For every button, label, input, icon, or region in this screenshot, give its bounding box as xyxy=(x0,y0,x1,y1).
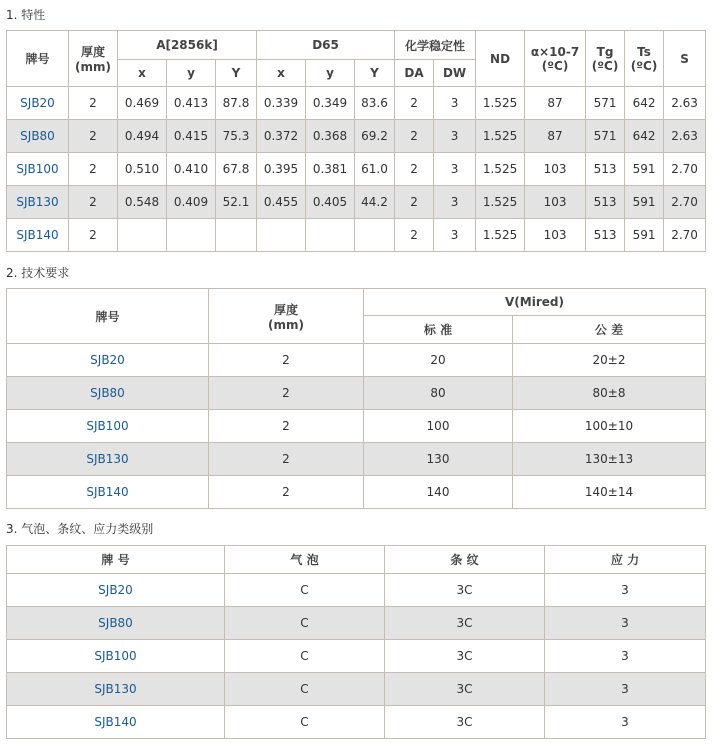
cell-nd: 1.525 xyxy=(476,87,525,120)
cell-striae: 3C xyxy=(385,640,545,673)
header-tolerance: 公 差 xyxy=(513,316,706,344)
cell-standard: 130 xyxy=(364,443,513,476)
cell-d65-Y: 44.2 xyxy=(355,186,395,219)
subheader-a-y: y xyxy=(167,60,216,87)
cell-a-y: 0.409 xyxy=(167,186,216,219)
cell-grade: SJB20 xyxy=(7,344,209,377)
cell-thickness: 2 xyxy=(69,186,118,219)
cell-dw: 3 xyxy=(434,219,476,252)
cell-nd: 1.525 xyxy=(476,219,525,252)
table-row xyxy=(7,640,706,673)
cell-striae: 3C xyxy=(385,706,545,739)
cell-d65-x: 0.372 xyxy=(257,120,306,153)
cell-grade: SJB140 xyxy=(7,476,209,509)
defect-classes-table-body xyxy=(7,574,706,739)
cell-s: 2.63 xyxy=(664,87,706,120)
cell-a-Y: 87.8 xyxy=(216,87,257,120)
subheader-a-Y: Y xyxy=(216,60,257,87)
cell-a-x: 0.469 xyxy=(118,87,167,120)
cell-d65-Y: 69.2 xyxy=(355,120,395,153)
cell-a-x: 0.510 xyxy=(118,153,167,186)
section-title-properties: 1. 特性 xyxy=(6,8,46,22)
cell-grade: SJB20 xyxy=(7,87,69,120)
table-row xyxy=(7,344,706,377)
cell-striae: 3C xyxy=(385,673,545,706)
cell-grade: SJB140 xyxy=(7,219,69,252)
cell-tg: 513 xyxy=(586,219,625,252)
cell-grade: SJB130 xyxy=(7,443,209,476)
subheader-dw: DW xyxy=(434,60,476,87)
cell-tg: 571 xyxy=(586,120,625,153)
cell-d65-Y: 83.6 xyxy=(355,87,395,120)
subheader-d65-x: x xyxy=(257,60,306,87)
cell-standard: 100 xyxy=(364,410,513,443)
technical-requirements-table-body xyxy=(7,344,706,509)
cell-da: 2 xyxy=(395,153,434,186)
cell-thickness: 2 xyxy=(209,344,364,377)
cell-ts: 591 xyxy=(625,153,664,186)
cell-stress: 3 xyxy=(545,673,706,706)
cell-d65-y: 0.368 xyxy=(306,120,355,153)
table-row xyxy=(7,219,706,252)
table-row xyxy=(7,120,706,153)
header-alpha: α×10-7 (ºC) xyxy=(525,31,586,87)
table-row xyxy=(7,87,706,120)
cell-thickness: 2 xyxy=(209,377,364,410)
cell-alpha: 87 xyxy=(525,120,586,153)
cell-thickness: 2 xyxy=(69,153,118,186)
cell-s: 2.70 xyxy=(664,219,706,252)
cell-a-y xyxy=(167,219,216,252)
cell-alpha: 103 xyxy=(525,153,586,186)
cell-grade: SJB130 xyxy=(7,186,69,219)
cell-d65-y: 0.349 xyxy=(306,87,355,120)
cell-nd: 1.525 xyxy=(476,153,525,186)
header-stress: 应 力 xyxy=(545,546,706,574)
cell-striae: 3C xyxy=(385,607,545,640)
cell-stress: 3 xyxy=(545,574,706,607)
cell-grade: SJB140 xyxy=(7,706,225,739)
table-row xyxy=(7,607,706,640)
cell-d65-x: 0.339 xyxy=(257,87,306,120)
cell-grade: SJB20 xyxy=(7,574,225,607)
cell-a-Y: 52.1 xyxy=(216,186,257,219)
table-row xyxy=(7,153,706,186)
header-chemical-stability: 化学稳定性 xyxy=(395,31,476,60)
defect-classes-table xyxy=(6,545,706,739)
header-tg: Tg (ºC) xyxy=(586,31,625,87)
subheader-da: DA xyxy=(395,60,434,87)
cell-tolerance: 20±2 xyxy=(513,344,706,377)
cell-a-x xyxy=(118,219,167,252)
header-nd: ND xyxy=(476,31,525,87)
header-v-mired: V(Mired) xyxy=(364,289,706,316)
cell-nd: 1.525 xyxy=(476,186,525,219)
header-d65: D65 xyxy=(257,31,395,60)
cell-bubbles: C xyxy=(225,673,385,706)
cell-dw: 3 xyxy=(434,186,476,219)
cell-d65-y: 0.405 xyxy=(306,186,355,219)
cell-d65-Y xyxy=(355,219,395,252)
cell-thickness: 2 xyxy=(209,410,364,443)
table-row xyxy=(7,476,706,509)
cell-stress: 3 xyxy=(545,640,706,673)
header-thickness: 厚度 (mm) xyxy=(69,31,118,87)
cell-alpha: 103 xyxy=(525,186,586,219)
subheader-a-x: x xyxy=(118,60,167,87)
cell-a-y: 0.415 xyxy=(167,120,216,153)
header-thickness: 厚度 (mm) xyxy=(209,289,364,344)
cell-tolerance: 130±13 xyxy=(513,443,706,476)
cell-d65-y: 0.381 xyxy=(306,153,355,186)
cell-d65-y xyxy=(306,219,355,252)
cell-da: 2 xyxy=(395,219,434,252)
cell-grade: SJB100 xyxy=(7,640,225,673)
cell-tolerance: 140±14 xyxy=(513,476,706,509)
cell-d65-x xyxy=(257,219,306,252)
cell-dw: 3 xyxy=(434,153,476,186)
cell-thickness: 2 xyxy=(209,443,364,476)
cell-thickness: 2 xyxy=(69,120,118,153)
cell-d65-Y: 61.0 xyxy=(355,153,395,186)
cell-thickness: 2 xyxy=(69,219,118,252)
cell-bubbles: C xyxy=(225,607,385,640)
cell-ts: 591 xyxy=(625,186,664,219)
section-title-defect-classes: 3. 气泡、条纹、应力类级别 xyxy=(6,522,154,536)
cell-grade: SJB130 xyxy=(7,673,225,706)
cell-ts: 642 xyxy=(625,120,664,153)
cell-nd: 1.525 xyxy=(476,120,525,153)
cell-ts: 591 xyxy=(625,219,664,252)
cell-grade: SJB80 xyxy=(7,377,209,410)
cell-tg: 513 xyxy=(586,186,625,219)
cell-tg: 513 xyxy=(586,153,625,186)
technical-requirements-table xyxy=(6,288,706,509)
cell-grade: SJB80 xyxy=(7,607,225,640)
table-row xyxy=(7,410,706,443)
table-row xyxy=(7,574,706,607)
cell-dw: 3 xyxy=(434,87,476,120)
cell-da: 2 xyxy=(395,120,434,153)
properties-table xyxy=(6,30,706,252)
cell-tg: 571 xyxy=(586,87,625,120)
cell-s: 2.70 xyxy=(664,186,706,219)
table-row xyxy=(7,673,706,706)
cell-s: 2.63 xyxy=(664,120,706,153)
cell-standard: 140 xyxy=(364,476,513,509)
cell-s: 2.70 xyxy=(664,153,706,186)
header-grade: 牌 号 xyxy=(7,546,225,574)
header-grade: 牌号 xyxy=(7,31,69,87)
cell-bubbles: C xyxy=(225,640,385,673)
cell-thickness: 2 xyxy=(69,87,118,120)
cell-bubbles: C xyxy=(225,706,385,739)
header-standard: 标 准 xyxy=(364,316,513,344)
cell-a-y: 0.410 xyxy=(167,153,216,186)
cell-standard: 80 xyxy=(364,377,513,410)
header-ts: Ts (ºC) xyxy=(625,31,664,87)
table-row xyxy=(7,377,706,410)
section-title-technical-requirements: 2. 技术要求 xyxy=(6,266,70,280)
cell-standard: 20 xyxy=(364,344,513,377)
subheader-d65-y: y xyxy=(306,60,355,87)
cell-a-Y: 67.8 xyxy=(216,153,257,186)
cell-da: 2 xyxy=(395,87,434,120)
cell-a-x: 0.548 xyxy=(118,186,167,219)
header-striae: 条 纹 xyxy=(385,546,545,574)
cell-grade: SJB100 xyxy=(7,410,209,443)
cell-grade: SJB100 xyxy=(7,153,69,186)
cell-a-x: 0.494 xyxy=(118,120,167,153)
cell-a-Y xyxy=(216,219,257,252)
cell-alpha: 103 xyxy=(525,219,586,252)
header-bubbles: 气 泡 xyxy=(225,546,385,574)
cell-grade: SJB80 xyxy=(7,120,69,153)
cell-a-Y: 75.3 xyxy=(216,120,257,153)
subheader-d65-Y: Y xyxy=(355,60,395,87)
table-row xyxy=(7,706,706,739)
properties-table-body xyxy=(7,87,706,252)
table-row xyxy=(7,186,706,219)
cell-tolerance: 80±8 xyxy=(513,377,706,410)
header-grade: 牌号 xyxy=(7,289,209,344)
table-row xyxy=(7,443,706,476)
cell-bubbles: C xyxy=(225,574,385,607)
cell-stress: 3 xyxy=(545,706,706,739)
header-a2856k: A[2856k] xyxy=(118,31,257,60)
cell-thickness: 2 xyxy=(209,476,364,509)
cell-alpha: 87 xyxy=(525,87,586,120)
cell-d65-x: 0.455 xyxy=(257,186,306,219)
cell-ts: 642 xyxy=(625,87,664,120)
cell-tolerance: 100±10 xyxy=(513,410,706,443)
cell-striae: 3C xyxy=(385,574,545,607)
cell-stress: 3 xyxy=(545,607,706,640)
cell-dw: 3 xyxy=(434,120,476,153)
header-s: S xyxy=(664,31,706,87)
cell-a-y: 0.413 xyxy=(167,87,216,120)
cell-d65-x: 0.395 xyxy=(257,153,306,186)
cell-da: 2 xyxy=(395,186,434,219)
